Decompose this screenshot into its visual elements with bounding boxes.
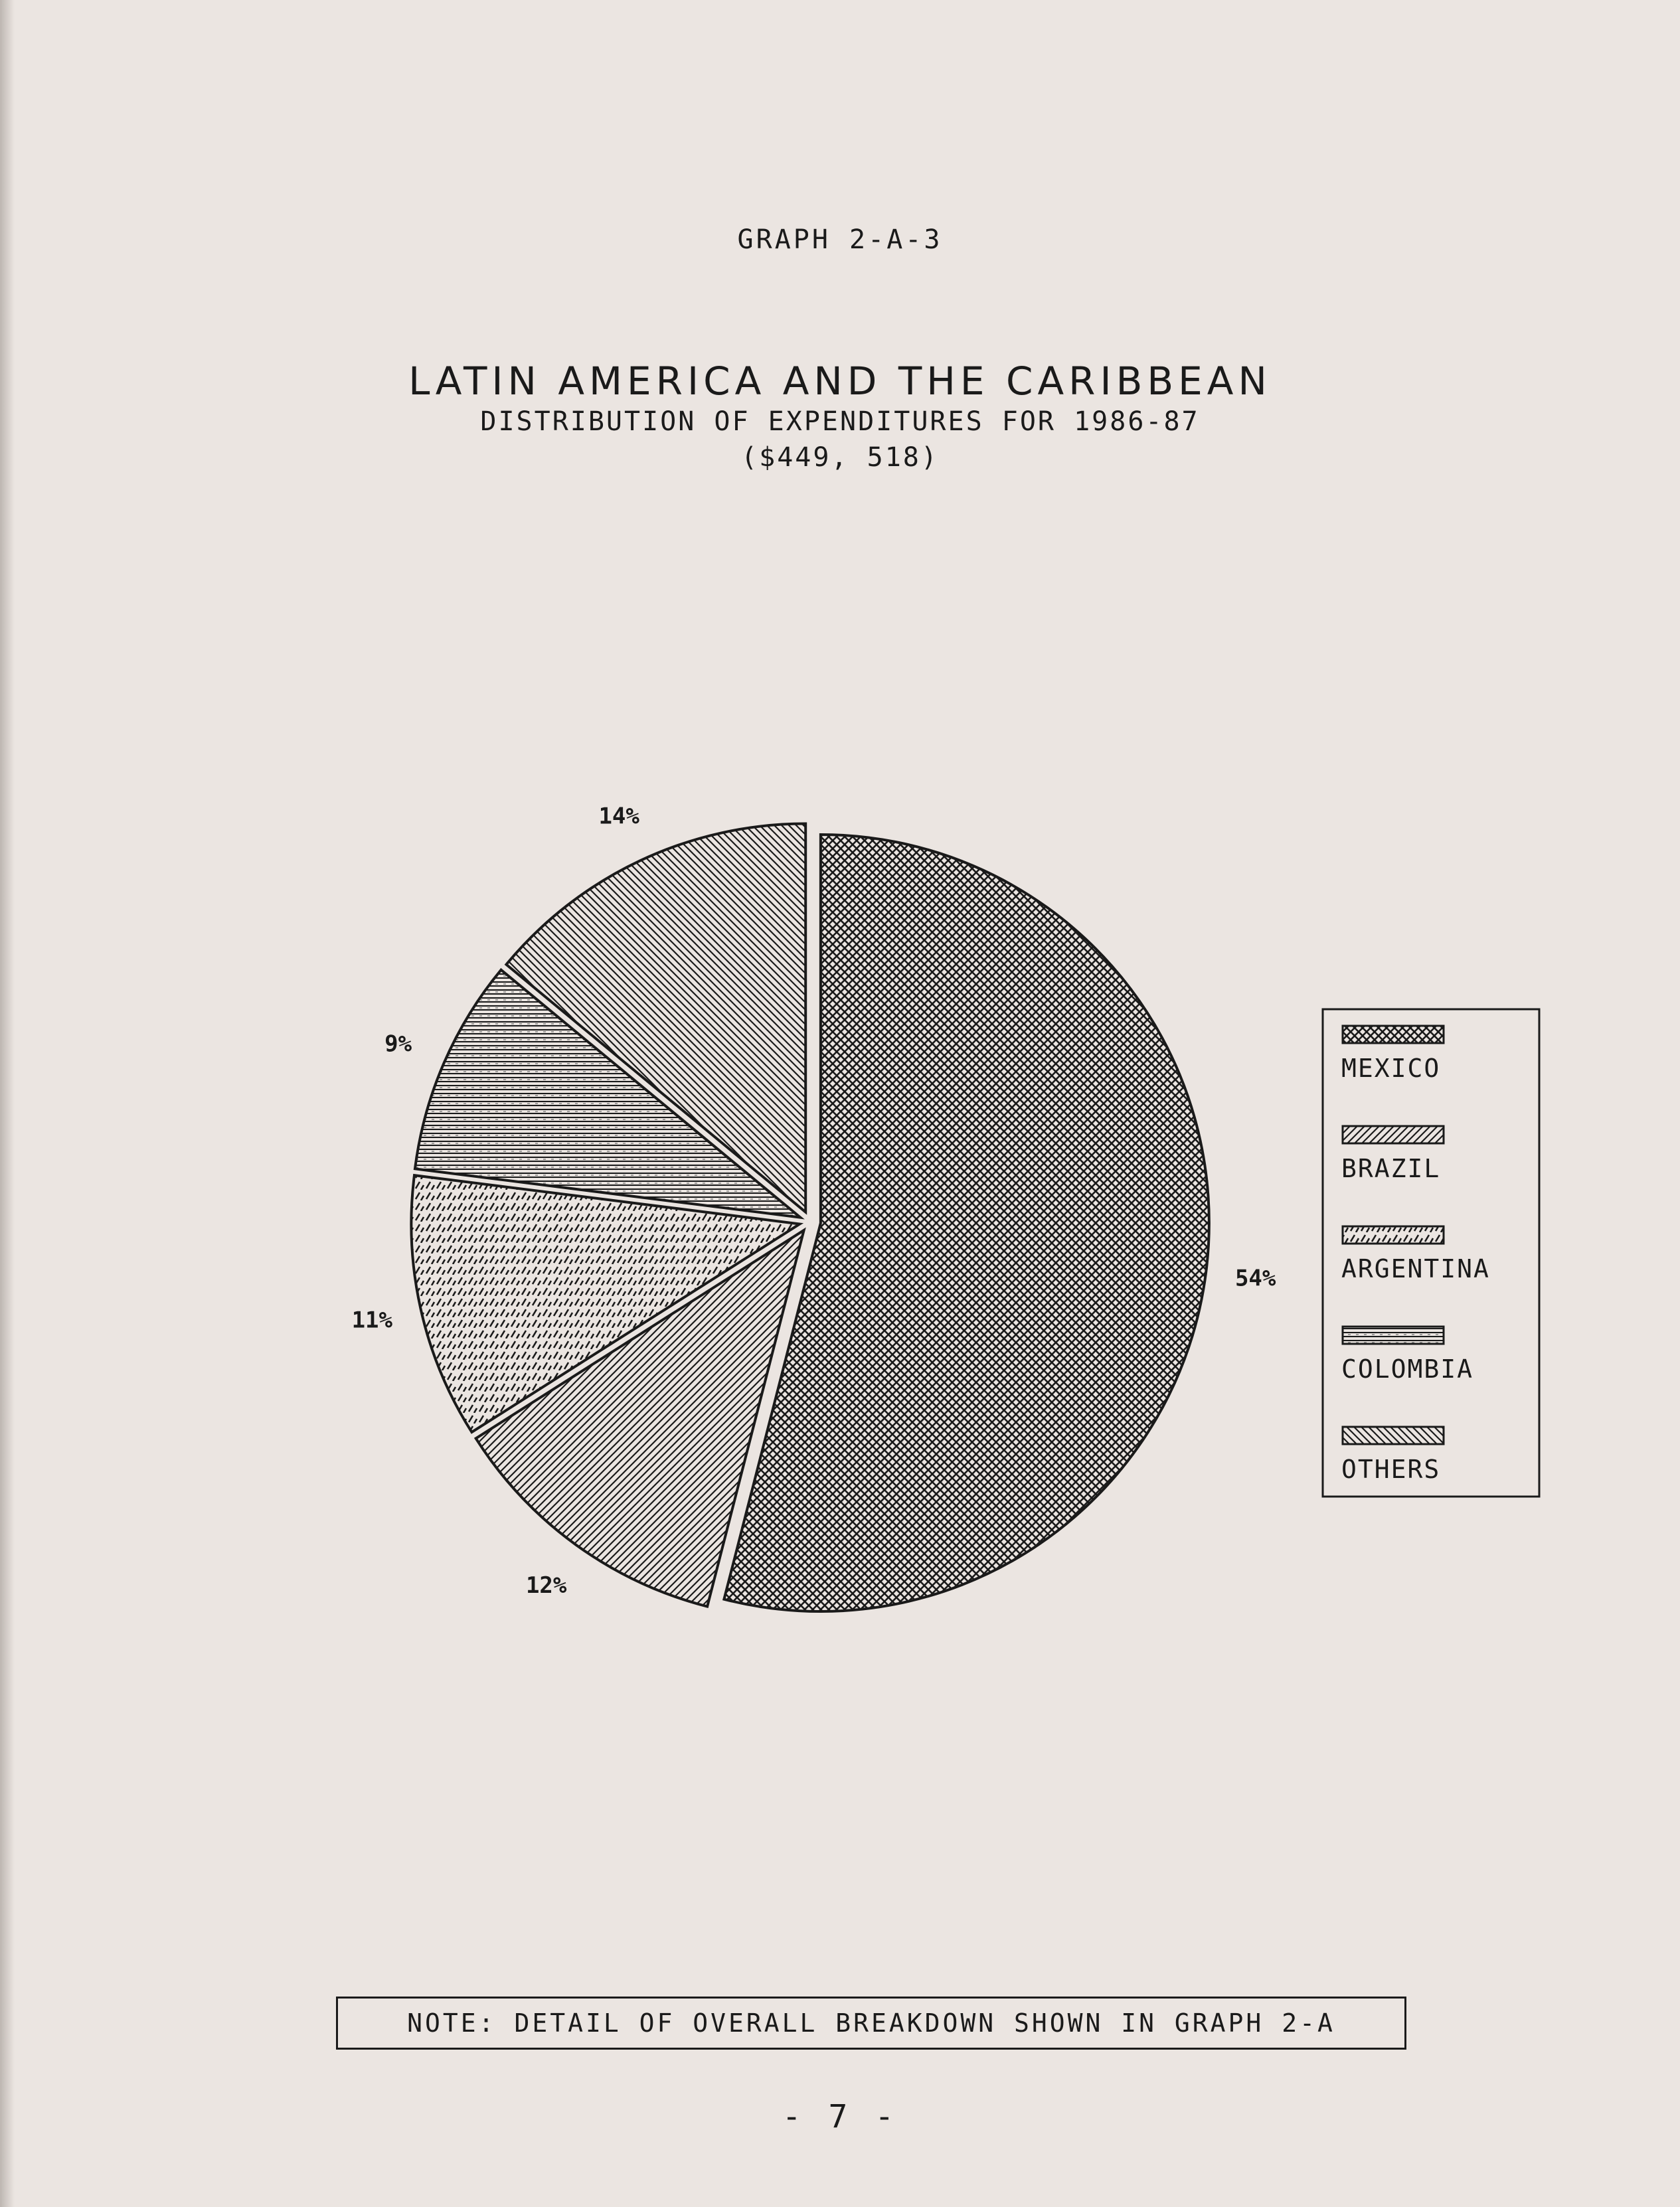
legend-swatch-brazil [1343,1126,1444,1143]
page-number: - 7 - [782,2098,898,2135]
legend-label-brazil: BRAZIL [1341,1154,1441,1183]
legend-label-argentina: ARGENTINA [1341,1254,1490,1283]
legend-swatch-mexico [1343,1026,1444,1043]
legend-swatch-argentina [1343,1226,1444,1244]
pie-label-mexico: 54% [1234,1265,1276,1292]
chart-title: LATIN AMERICA AND THE CARIBBEAN [408,359,1272,404]
legend-label-others: OTHERS [1341,1455,1441,1484]
pie-label-brazil: 12% [525,1572,567,1599]
pie-label-others: 14% [598,803,639,830]
chart-total-amount: ($449, 518) [741,442,939,473]
note-text: NOTE: DETAIL OF OVERALL BREAKDOWN SHOWN IN GRAPH 2-A [407,2008,1335,2038]
legend-label-mexico: MEXICO [1341,1054,1441,1083]
legend-label-colombia: COLOMBIA [1341,1354,1474,1384]
legend-swatch-colombia [1343,1327,1444,1344]
note-box [336,1997,1406,2050]
pie-label-argentina: 11% [351,1307,392,1334]
graph-number: GRAPH 2-A-3 [737,224,943,255]
chart-legend [1323,1009,1539,1497]
pie-label-colombia: 9% [384,1030,412,1058]
pie-slices-group [411,824,1209,1611]
legend-swatch-others [1343,1427,1444,1444]
chart-subtitle: DISTRIBUTION OF EXPENDITURES FOR 1986-87 [480,406,1200,437]
